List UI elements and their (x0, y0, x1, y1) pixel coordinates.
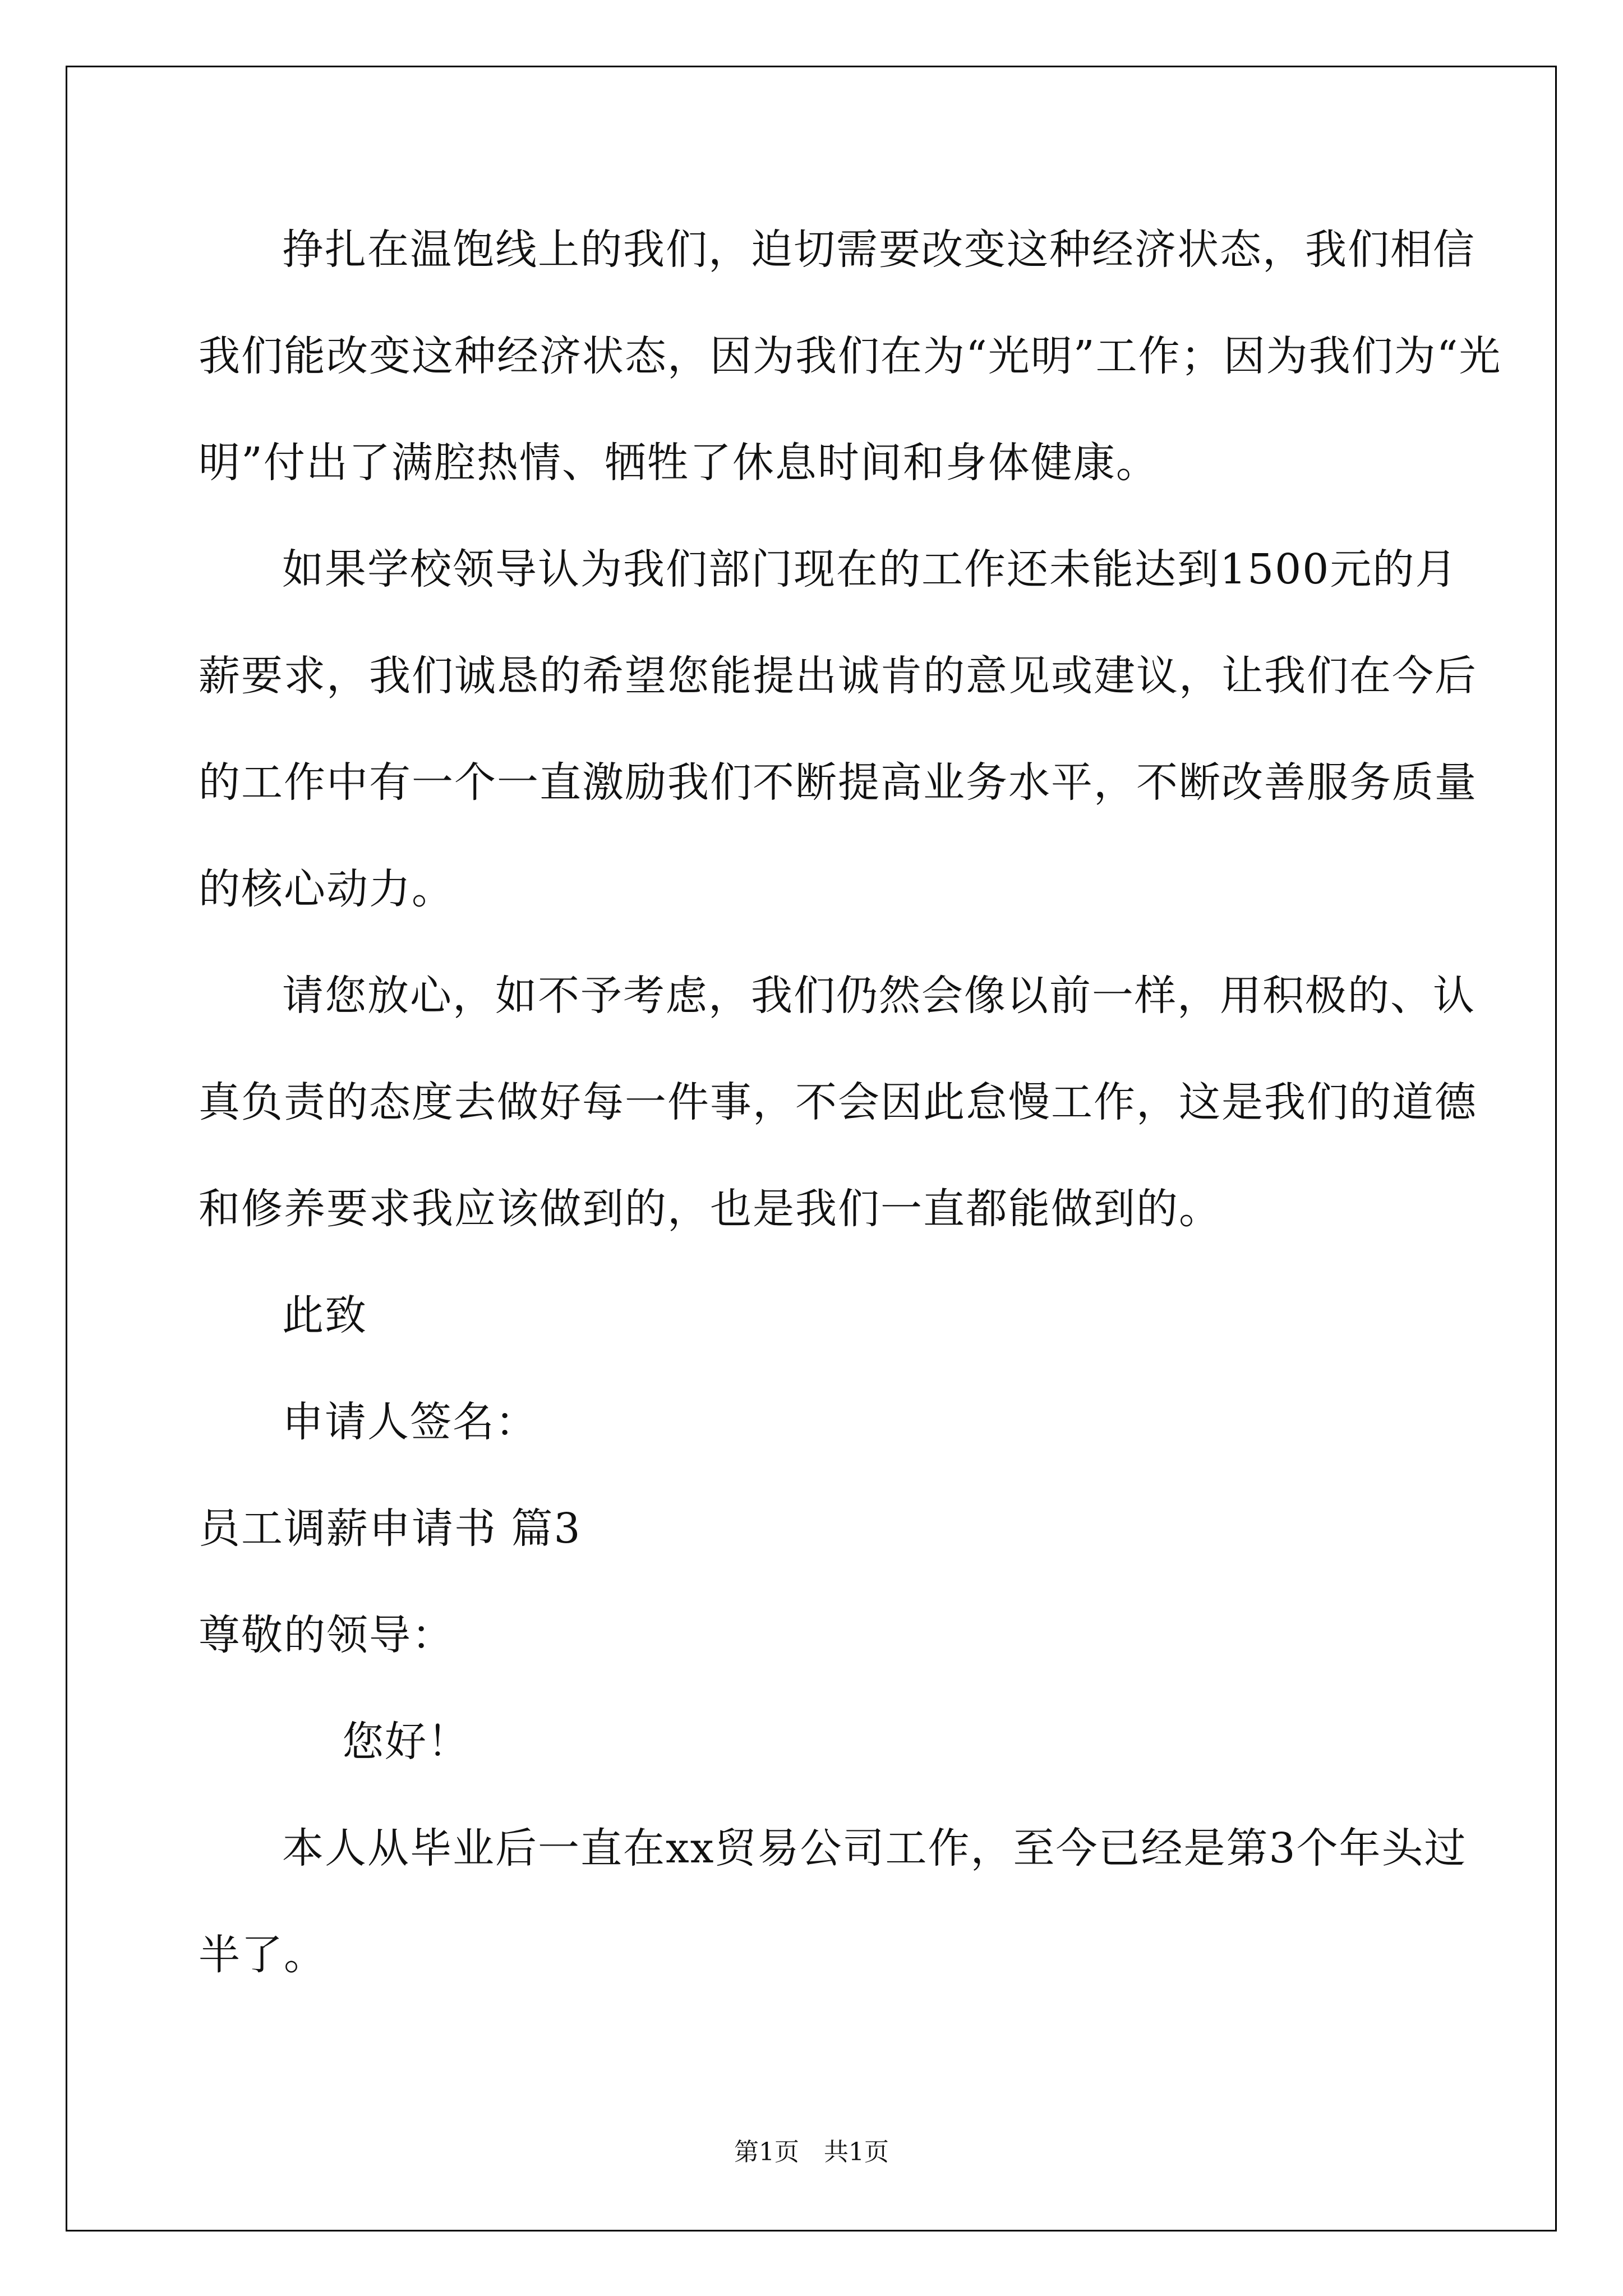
paragraph-2-line-2: 薪要求，我们诚恳的希望您能提出诚肯的意见或建议，让我们在今后 (199, 652, 1477, 700)
paragraph-2-line-4: 的核心动力。 (199, 865, 454, 913)
closing-salutation: 此致 (282, 1291, 367, 1340)
paragraph-3-line-1: 请您放心，如不予考虑，我们仍然会像以前一样，用积极的、认 (282, 972, 1476, 1020)
section-title: 员工调薪申请书 篇3 (199, 1504, 582, 1553)
paragraph-3-line-3: 和修养要求我应该做到的，也是我们一直都能做到的。 (199, 1185, 1221, 1233)
paragraph-2-line-1: 如果学校领导认为我们部门现在的工作还未能达到1500元的月 (282, 545, 1458, 593)
paragraph-2-line-3: 的工作中有一个一直激励我们不断提高业务水平，不断改善服务质量 (199, 758, 1477, 807)
paragraph-4-line-2: 半了。 (199, 1931, 326, 1979)
paragraph-4-line-1: 本人从毕业后一直在xx贸易公司工作，至今已经是第3个年头过 (282, 1824, 1467, 1872)
greeting-recipient: 尊敬的领导： (199, 1611, 454, 1659)
page-border (66, 66, 1557, 2231)
greeting: 您好！ (342, 1718, 470, 1766)
signature-label: 申请人签名： (282, 1398, 538, 1446)
paragraph-1-line-2: 我们能改变这种经济状态，因为我们在为“光明”工作；因为我们为“光 (199, 332, 1502, 380)
page-number-footer: 第1页 共1页 (734, 2138, 889, 2166)
paragraph-1-line-3: 明”付出了满腔热情、牺牲了休息时间和身体健康。 (199, 439, 1159, 487)
paragraph-1-line-1: 挣扎在温饱线上的我们，迫切需要改变这种经济状态，我们相信 (282, 226, 1476, 274)
paragraph-3-line-2: 真负责的态度去做好每一件事，不会因此怠慢工作，这是我们的道德 (199, 1078, 1477, 1126)
